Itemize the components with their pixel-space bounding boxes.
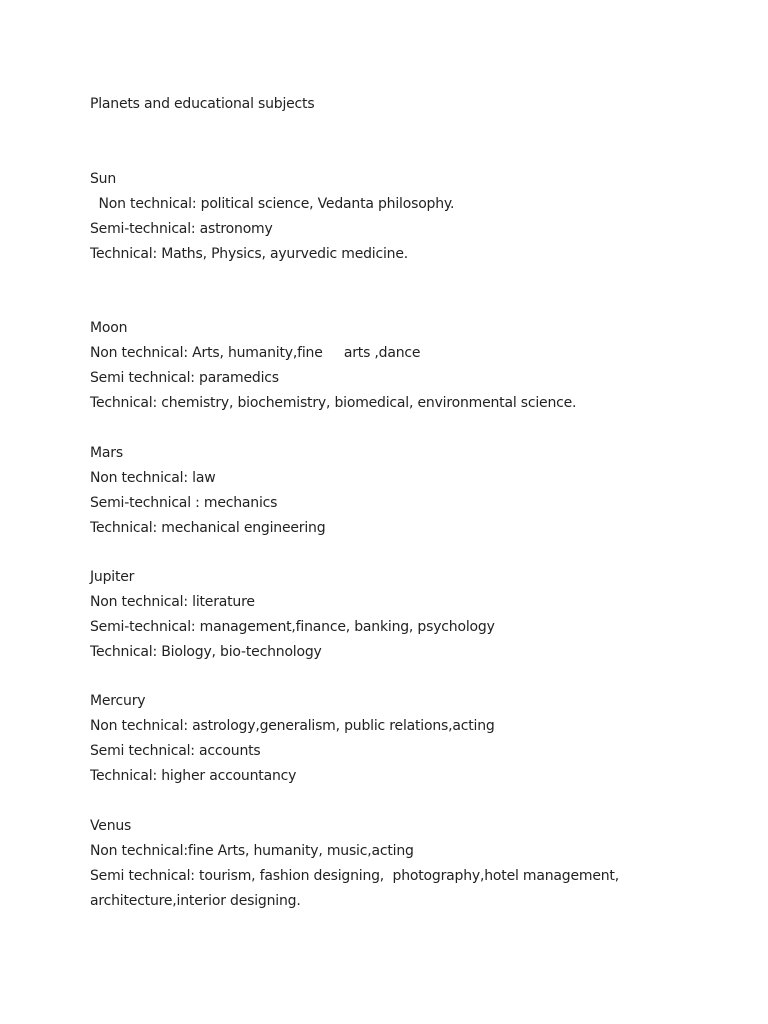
section-heading-mars: Mars — [90, 445, 123, 461]
moon-semi-technical: Semi technical: paramedics — [90, 370, 279, 386]
venus-semi-technical: Semi technical: tourism, fashion designing, photography,hotel management, — [90, 868, 619, 884]
mercury-technical: Technical: higher accountancy — [90, 768, 297, 784]
venus-semi-technical-continued: architecture,interior designing. — [90, 893, 301, 909]
jupiter-non-technical: Non technical: literature — [90, 594, 255, 610]
mars-non-technical: Non technical: law — [90, 470, 216, 486]
sun-non-technical: Non technical: political science, Vedanta philosophy. — [90, 196, 455, 212]
moon-technical: Technical: chemistry, biochemistry, biomedical, environmental science. — [90, 395, 577, 411]
jupiter-semi-technical: Semi-technical: management,finance, banking, psychology — [90, 619, 495, 635]
sun-technical: Technical: Maths, Physics, ayurvedic medicine. — [90, 246, 409, 262]
section-heading-moon: Moon — [90, 320, 128, 336]
jupiter-technical: Technical: Biology, bio-technology — [90, 644, 322, 660]
mars-semi-technical: Semi-technical : mechanics — [90, 495, 278, 511]
section-heading-venus: Venus — [90, 818, 132, 834]
venus-non-technical: Non technical:fine Arts, humanity, music,acting — [90, 843, 414, 859]
mercury-semi-technical: Semi technical: accounts — [90, 743, 261, 759]
section-heading-mercury: Mercury — [90, 693, 146, 709]
mars-technical: Technical: mechanical engineering — [90, 520, 326, 536]
sun-semi-technical: Semi-technical: astronomy — [90, 221, 273, 237]
mercury-non-technical: Non technical: astrology,generalism, public relations,acting — [90, 718, 495, 734]
document-title: Planets and educational subjects — [90, 96, 315, 112]
section-heading-sun: Sun — [90, 171, 117, 187]
section-heading-jupiter: Jupiter — [90, 569, 135, 585]
moon-non-technical: Non technical: Arts, humanity,fine arts ,dance — [90, 345, 421, 361]
